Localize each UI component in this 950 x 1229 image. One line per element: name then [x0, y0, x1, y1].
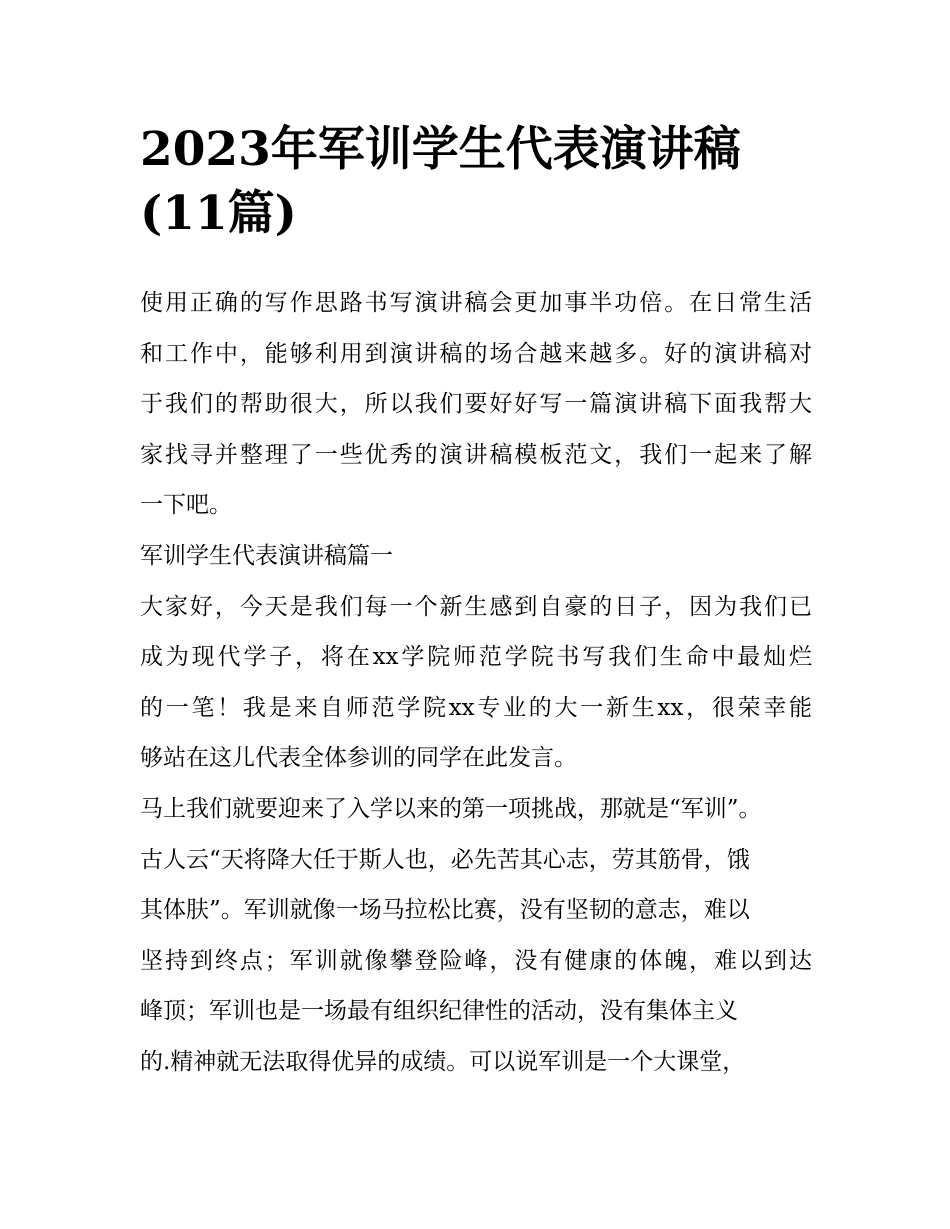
- intro-paragraph-line: 于我们的帮助很大，所以我们要好好写一篇演讲稿下面我帮大: [140, 391, 812, 418]
- speech-paragraph-line: 成为现代学子，将在xx学院师范学院书写我们生命中最灿烂: [140, 644, 812, 671]
- intro-paragraph-line: 一下吧。: [140, 492, 232, 519]
- speech-paragraph-line: 古人云“天将降大任于斯人也，必先苦其心志，劳其筋骨，饿: [140, 846, 750, 873]
- intro-paragraph-line: 使用正确的写作思路书写演讲稿会更加事半功倍。在日常生活: [140, 290, 812, 316]
- intro-paragraph-line: 家找寻并整理了一些优秀的演讲稿模板范文，我们一起来了解: [140, 441, 812, 468]
- speech-paragraph-line: 马上我们就要迎来了入学以来的第一项挑战，那就是“军训”。: [140, 795, 762, 822]
- title-line-2: (11篇): [140, 186, 297, 241]
- speech-paragraph-line: 大家好，今天是我们每一个新生感到自豪的日子，因为我们已: [140, 593, 812, 620]
- document-title: [140, 118, 820, 246]
- intro-paragraph-line: 和工作中，能够利用到演讲稿的场合越来越多。好的演讲稿对: [140, 340, 812, 367]
- section-heading: 军训学生代表演讲稿篇一: [140, 542, 393, 569]
- speech-paragraph-line: 峰顶；军训也是一场最有组织纪律性的活动，没有集体主义: [140, 998, 738, 1025]
- speech-paragraph-line: 够站在这儿代表全体参训的同学在此发言。: [140, 745, 577, 772]
- document-body: [140, 278, 812, 1088]
- speech-paragraph-line: 的一笔！我是来自师范学院xx专业的大一新生xx，很荣幸能: [140, 694, 812, 721]
- title-line-1: 2023年军训学生代表演讲稿: [140, 122, 741, 177]
- speech-paragraph-line: 其体肤”。军训就像一场马拉松比赛，没有坚韧的意志，难以: [140, 897, 750, 924]
- speech-paragraph-line: 坚持到终点；军训就像攀登险峰，没有健康的体魄，难以到达: [140, 947, 812, 974]
- speech-paragraph-line: 的.精神就无法取得优异的成绩。可以说军训是一个大课堂，: [140, 1048, 746, 1075]
